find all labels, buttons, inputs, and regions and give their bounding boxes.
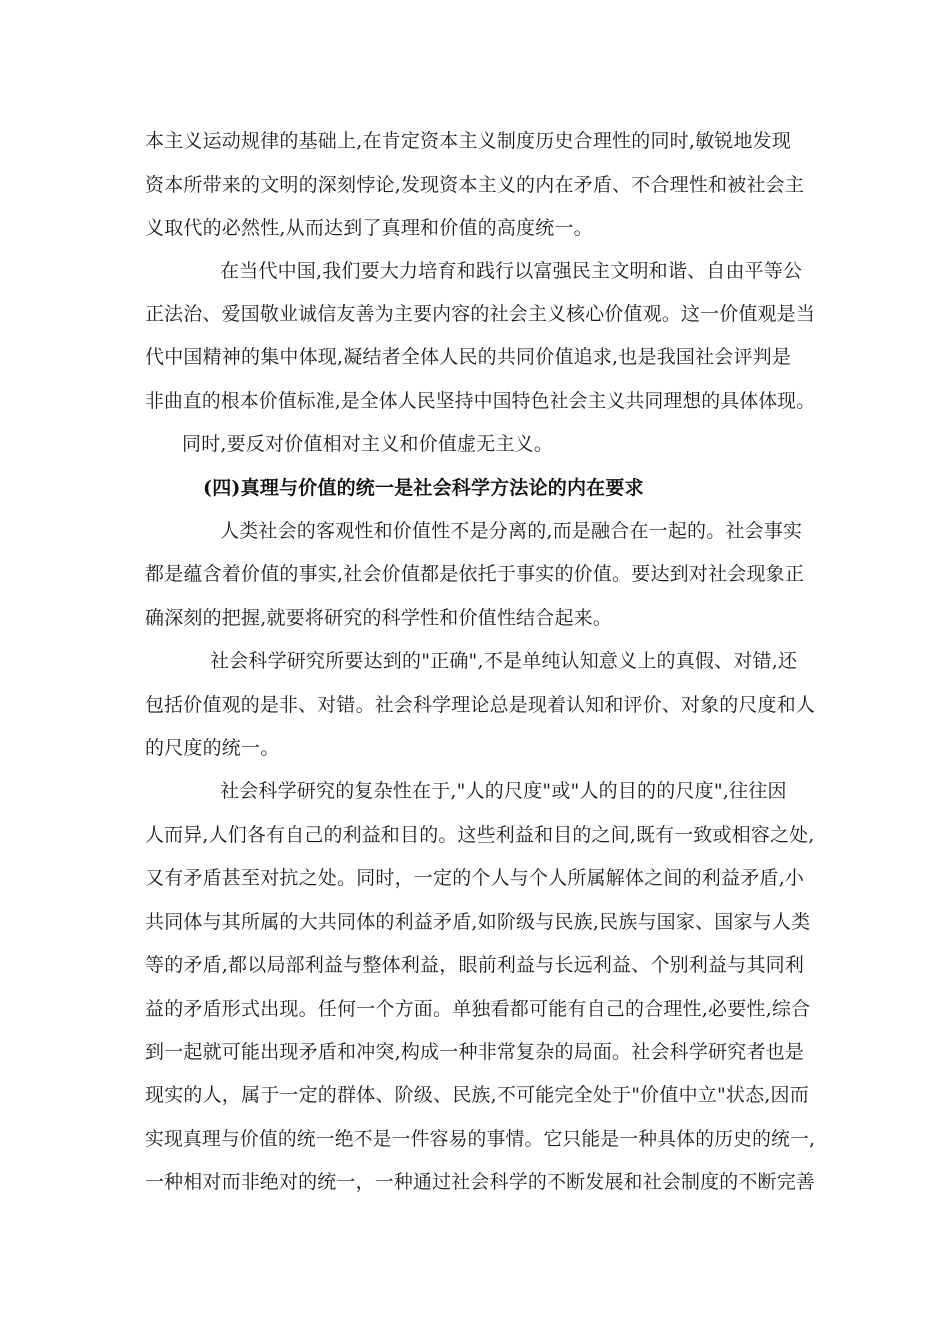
text-line: 共同体与其所属的大共同体的利益矛盾,如阶级与民族,民族与国家、国家与人类 [145, 911, 811, 933]
text-line: 实现真理与价值的统一绝不是一件容易的事情。它只能是一种具体的历史的统一, [145, 1128, 816, 1150]
section-heading: (四)真理与价值的统一是社会科学方法论的内在要求 [203, 477, 644, 499]
paragraph-first-line: 同时,要反对价值相对主义和价值虚无主义。 [182, 433, 554, 455]
text-line: 又有矛盾甚至对抗之处。同时，一定的个人与个人所属解体之间的利益矛盾,小 [145, 867, 805, 889]
text-line: 非曲直的根本价值标准,是全体人民坚持中国特色社会主义共同理想的具体体现。 [145, 390, 816, 412]
text-line: 确深刻的把握,就要将研究的科学性和价值性结合起来。 [145, 607, 613, 629]
paragraph-first-line: 人类社会的客观性和价值性不是分离的,而是融合在一起的。社会事实 [220, 520, 803, 542]
text-line: 等的矛盾,都以局部利益与整体利益，眼前利益与长远利益、个别利益与其同利 [145, 954, 805, 976]
text-line: 资本所带来的文明的深刻悖论,发现资本主义的内在矛盾、不合理性和被社会主 [145, 174, 805, 196]
text-line: 的尺度的统一。 [145, 737, 280, 759]
text-line: 代中国精神的集中体现,凝结者全体人民的共同价值追求,也是我国社会评判是 [145, 346, 792, 368]
paragraph-first-line: 在当代中国,我们要大力培育和践行以富强民主文明和谐、自由平等公 [220, 260, 803, 282]
text-line: 都是蕴含着价值的事实,社会价值都是依托于事实的价值。要达到对社会现象正 [145, 563, 805, 585]
text-line: 益的矛盾形式出现。任何一个方面。单独看都可能有自己的合理性,必要性,综合 [145, 998, 811, 1020]
paragraph-first-line: 社会科学研究的复杂性在于,"人的尺度"或"人的目的的尺度",往往因 [220, 780, 787, 802]
text-line: 人而异,人们各有自己的利益和目的。这些利益和目的之间,既有一致或相容之处, [145, 824, 815, 846]
text-line: 本主义运动规律的基础上,在肯定资本主义制度历史合理性的同时,敏锐地发现 [145, 130, 792, 152]
text-line: 包括价值观的是非、对错。社会科学理论总是现着认知和评价、对象的尺度和人 [145, 694, 815, 716]
text-line: 义取代的必然性,从而达到了真理和价值的高度统一。 [145, 217, 593, 239]
text-line: 现实的人，属于一定的群体、阶级、民族,不可能完全处于"价值中立"状态,因而 [145, 1084, 809, 1106]
text-line: 到一起就可能出现矛盾和冲突,构成一种非常复杂的局面。社会科学研究者也是 [145, 1041, 805, 1063]
paragraph-first-line: 社会科学研究所要达到的"正确",不是单纯认知意义上的真假、对错,还 [210, 650, 798, 672]
text-line: 正法治、爱国敬业诚信友善为主要内容的社会主义核心价值观。这一价值观是当 [145, 303, 815, 325]
text-line: 一种相对而非绝对的统一，一种通过社会科学的不断发展和社会制度的不断完善 [145, 1171, 815, 1193]
